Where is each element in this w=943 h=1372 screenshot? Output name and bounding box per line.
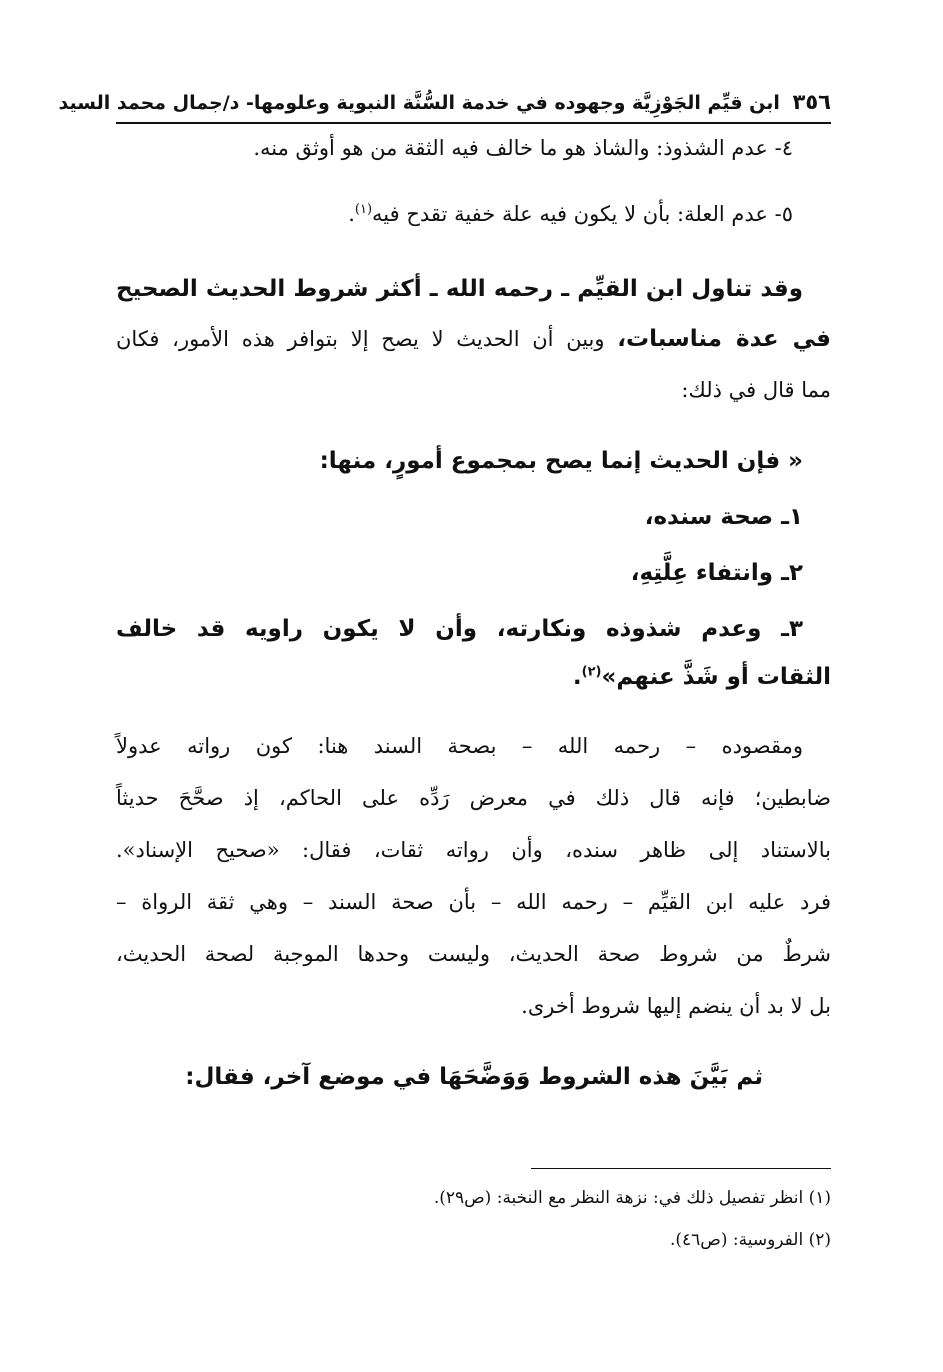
intro-line-3: مما قال في ذلك: [681,378,831,402]
para-line-3: بالاستناد إلى ظاهر سنده، وأن رواته ثقات، فقال: «صحيح الإسناد». [116,838,831,862]
condition-5 [116,202,793,226]
intro-line-2-bold: في عدة مناسبات، [617,326,831,352]
closing-line: ثم بَيَّنَ هذه الشروط وَوَضَّحَهَا في موضع آخر، فقال: [185,1064,763,1090]
quote-end: . [572,664,582,690]
running-title: ابن قيِّم الجَوْزِيَّة وجهوده في خدمة السُّنَّة النبوية وعلومها- د/جمال محمد السيد [58,92,780,114]
condition-5-end: . [348,202,355,226]
condition-4: ٤- عدم الشذوذ: والشاذ هو ما خالف فيه الثقة من هو أوثق منه. [253,136,793,160]
intro-line-2 [116,326,831,352]
condition-5-text: ٥- عدم العلة: بأن لا يكون فيه علة خفية تقدح فيه [372,202,793,226]
para-line-4: فرد عليه ابن القيِّم – رحمه الله – بأن صحة السند – وهي ثقة الرواة – [116,890,831,914]
para-line-2: ضابطين؛ فإنه قال ذلك في معرض رَدِّه على الحاكم، إذ صحَّحَ حديثاً [116,786,831,810]
footnote-ref-2: (٢) [581,664,602,680]
footnote-ref-1: (١) [354,202,373,217]
para-line-1: ومقصوده – رحمه الله – بصحة السند هنا: كون رواته عدولاً [116,734,803,758]
intro-line-2-rest: وبين أن الحديث لا يصح إلا بتوافر هذه الأمور، فكان [116,327,618,351]
quote-item-3: ٣ـ وعدم شذوذه ونكارته، وأن لا يكون راويه قد خالف [116,616,803,642]
page-number: ٣٥٦ [792,90,831,114]
running-header [58,84,831,124]
quote-item-3-cont-text: الثقات أو شَذَّ عنهم» [601,664,831,690]
quote-item-3-cont [116,664,831,690]
quote-item-1: ١ـ صحة سنده، [644,504,803,530]
footnote-divider [531,1168,831,1169]
quote-line-1: « فإن الحديث إنما يصح بمجموع أمورٍ، منها: [319,448,803,474]
quote-item-2: ٢ـ وانتفاء عِلَّتِهِ، [630,560,803,586]
para-line-5: شرطٌ من شروط صحة الحديث، وليست وحدها الموجبة لصحة الحديث، [116,942,831,966]
intro-line-1: وقد تناول ابن القيِّم ـ رحمه الله ـ أكثر شروط الحديث الصحيح [116,276,803,302]
para-line-6: بل لا بد أن ينضم إليها شروط أخرى. [521,994,831,1018]
footnote-1: (١) انظر تفصيل ذلك في: نزهة النظر مع النخبة: (ص٢٩). [433,1188,831,1208]
footnote-2: (٢) الفروسية: (ص٤٦). [669,1230,831,1250]
